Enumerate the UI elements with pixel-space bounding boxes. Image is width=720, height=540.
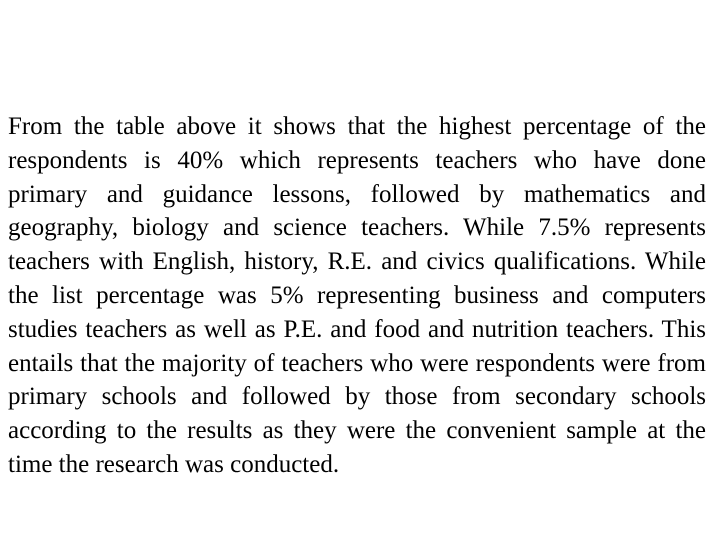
body-paragraph: From the table above it shows that the highest percentage of the respondents is 40% which represents teachers who have done primary and guidance lessons, followed by mathematics and geography, biology and science teachers. While 7.5% represents teachers with English, history, R.E. and civics qualifications. While the list percentage was 5% representing business and computers studies teachers as well as P.E. and food and nutrition teachers. This entails that the majority of teachers who were respondents were from primary schools and followed by those from secondary schools according to the results as they were the convenient sample at the time the research was conducted.	[8, 113, 706, 478]
